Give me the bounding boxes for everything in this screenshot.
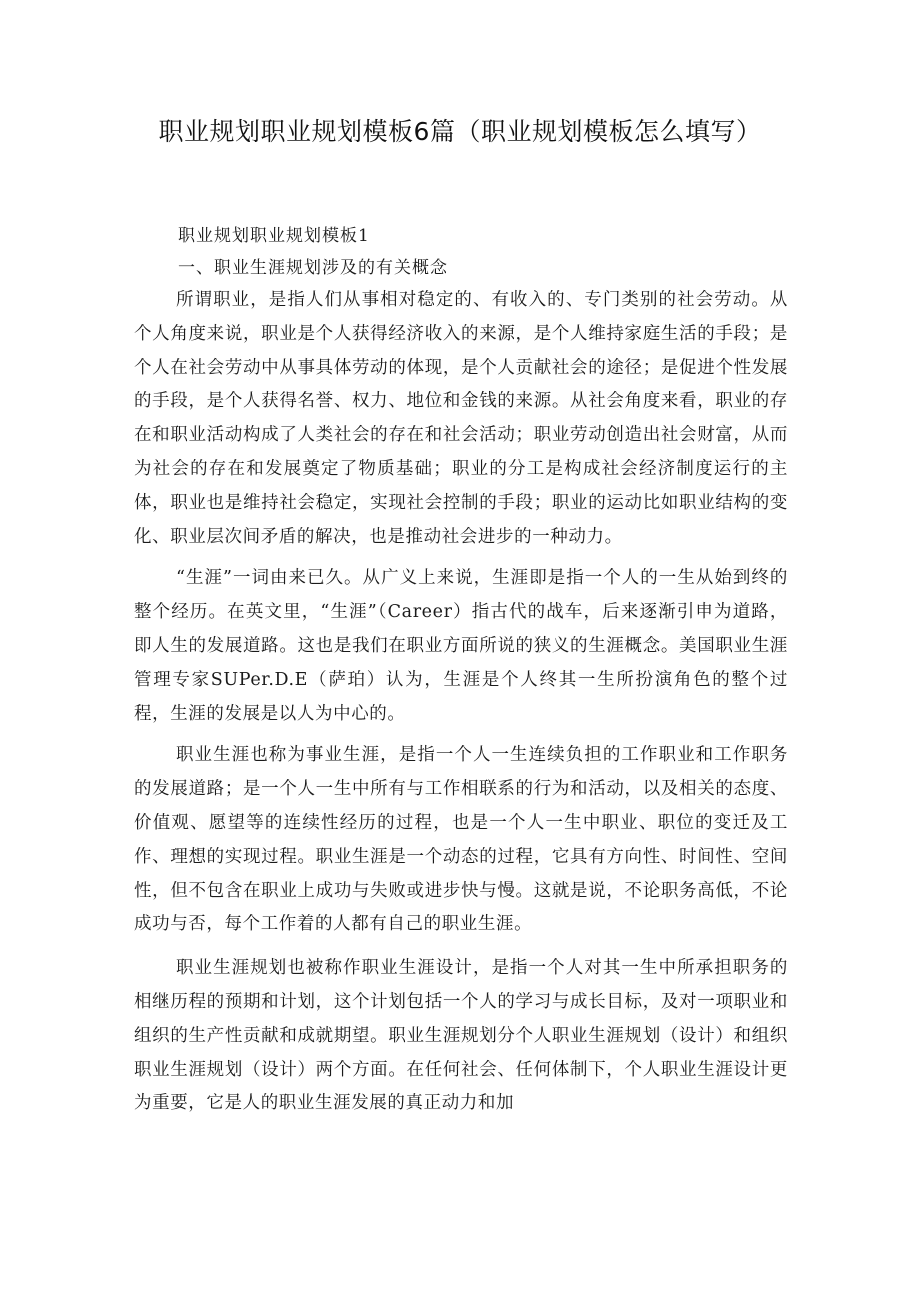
paragraph-occupation: 所谓职业，是指人们从事相对稳定的、有收入的、专门类别的社会劳动。从个人角度来说，职业是个人获得经济收入的来源，是个人维持家庭生活的手段；是个人在社会劳动中从事具体劳动的体现，是个人贡献社会的途径；是促进个性发展的手段，是个人获得名誉、权力、地位和金钱的来源。从社会角度来看，职业的存在和职业活动构成了人类社会的存在和社会活动；职业劳动创造出社会财富，从而为社会的存在和发展奠定了物质基础；职业的分工是构成社会经济制度运行的主体，职业也是维持社会稳定，实现社会控制的手段；职业的运动比如职业结构的变化、职业层次间矛盾的解决，也是推动社会进步的一种动力。 (134, 290, 788, 547)
document-body (134, 220, 788, 1121)
paragraph-career-definition: “生涯”一词由来已久。从广义上来说，生涯即是指一个人的一生从始到终的整个经历。在英文里，“生涯”（Career）指古代的战车，后来逐渐引申为道路，即人生的发展道路。这也是我们在职业方面所说的狭义的生涯概念。美国职业生涯管理专家SUPer.D.E（萨珀）认为，生涯是个人终其一生所扮演角色的整个过程，生涯的发展是以人为中心的。 (134, 568, 788, 724)
section-heading: 职业规划职业规划模板1 (178, 226, 370, 246)
paragraph-career-planning: 职业生涯规划也被称作职业生涯设计，是指一个人对其一生中所承担职务的相继历程的预期和计划，这个计划包括一个人的学习与成长目标，及对一项职业和组织的生产性贡献和成就期望。职业生涯规划分个人职业生涯规划（设计）和组织职业生涯规划（设计）两个方面。在任何社会、任何体制下，个人职业生涯设计更为重要，它是人的职业生涯发展的真正动力和加 (134, 958, 788, 1114)
document-title: 职业规划职业规划模板6篇（职业规划模板怎么填写） (158, 117, 762, 146)
paragraph-career-path: 职业生涯也称为事业生涯，是指一个人一生连续负担的工作职业和工作职务的发展道路；是一个人一生中所有与工作相联系的行为和活动，以及相关的态度、价值观、愿望等的连续性经历的过程，也是一个人一生中职业、职位的变迁及工作、理想的实现过程。职业生涯是一个动态的过程，它具有方向性、时间性、空间性，但不包含在职业上成功与失败或进步快与慢。这就是说，不论职务高低，不论成功与否，每个工作着的人都有自己的职业生涯。 (134, 745, 788, 935)
subheading: 一、职业生涯规划涉及的有关概念 (178, 258, 448, 278)
